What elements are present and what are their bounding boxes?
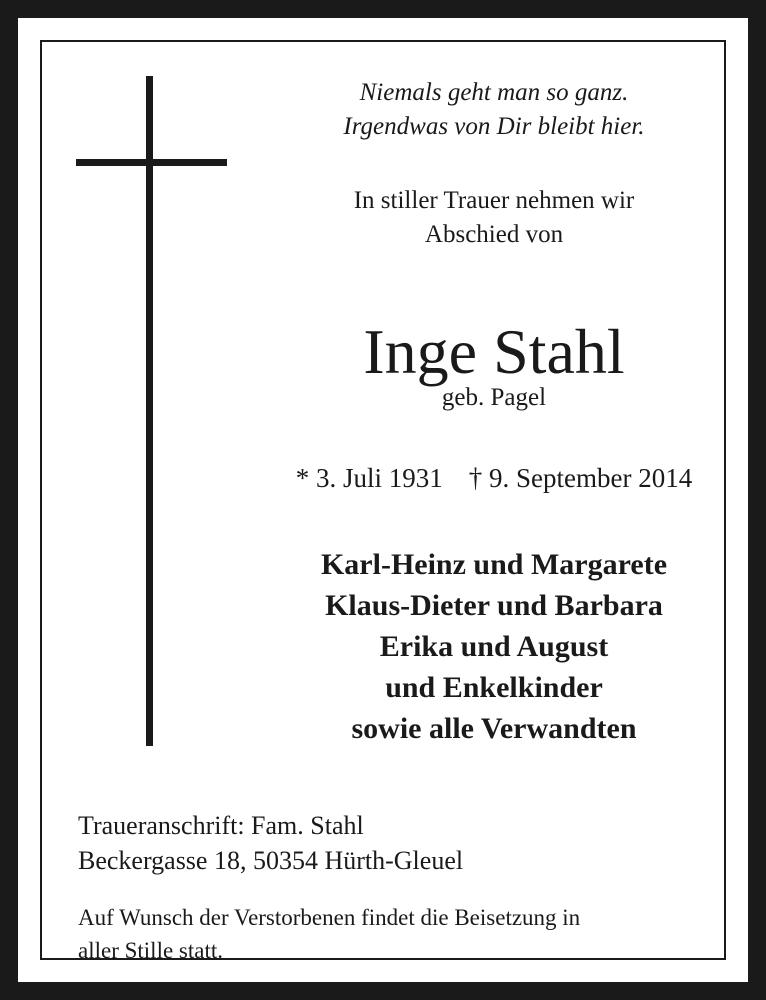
mourner-line: sowie alle Verwandten — [351, 712, 637, 745]
deceased-name: Inge Stahl — [363, 316, 625, 387]
mourners-list — [208, 544, 766, 749]
motto-line: Irgendwas von Dir bleibt hier. — [343, 113, 645, 140]
address-line: Beckergasse 18, 50354 Hürth-Gleuel — [78, 846, 464, 875]
mourning-address — [78, 808, 463, 878]
intro-line: Abschied von — [424, 221, 564, 248]
birth-date: * 3. Juli 1931 — [295, 463, 443, 493]
cross-vertical-beam — [146, 76, 153, 746]
mourner-line: und Enkelkinder — [385, 671, 603, 704]
intro-text — [208, 184, 766, 252]
life-dates — [208, 460, 766, 496]
motto-line: Niemals geht man so ganz. — [359, 79, 629, 106]
mourner-line: Erika und August — [379, 630, 609, 663]
maiden-name: geb. Pagel — [441, 384, 547, 411]
intro-line: In stiller Trauer nehmen wir — [353, 187, 635, 214]
motto — [208, 76, 766, 144]
note-line: aller Stille statt. — [78, 938, 223, 963]
burial-note — [78, 901, 580, 967]
address-line: Traueranschrift: Fam. Stahl — [78, 811, 364, 840]
mourner-line: Klaus-Dieter und Barbara — [325, 589, 663, 622]
note-line: Auf Wunsch der Verstorbenen findet die Beisetzung in — [78, 905, 581, 930]
death-date: † 9. September 2014 — [468, 463, 693, 493]
cross-horizontal-beam — [76, 159, 227, 166]
mourner-line: Karl-Heinz und Margarete — [320, 548, 668, 581]
